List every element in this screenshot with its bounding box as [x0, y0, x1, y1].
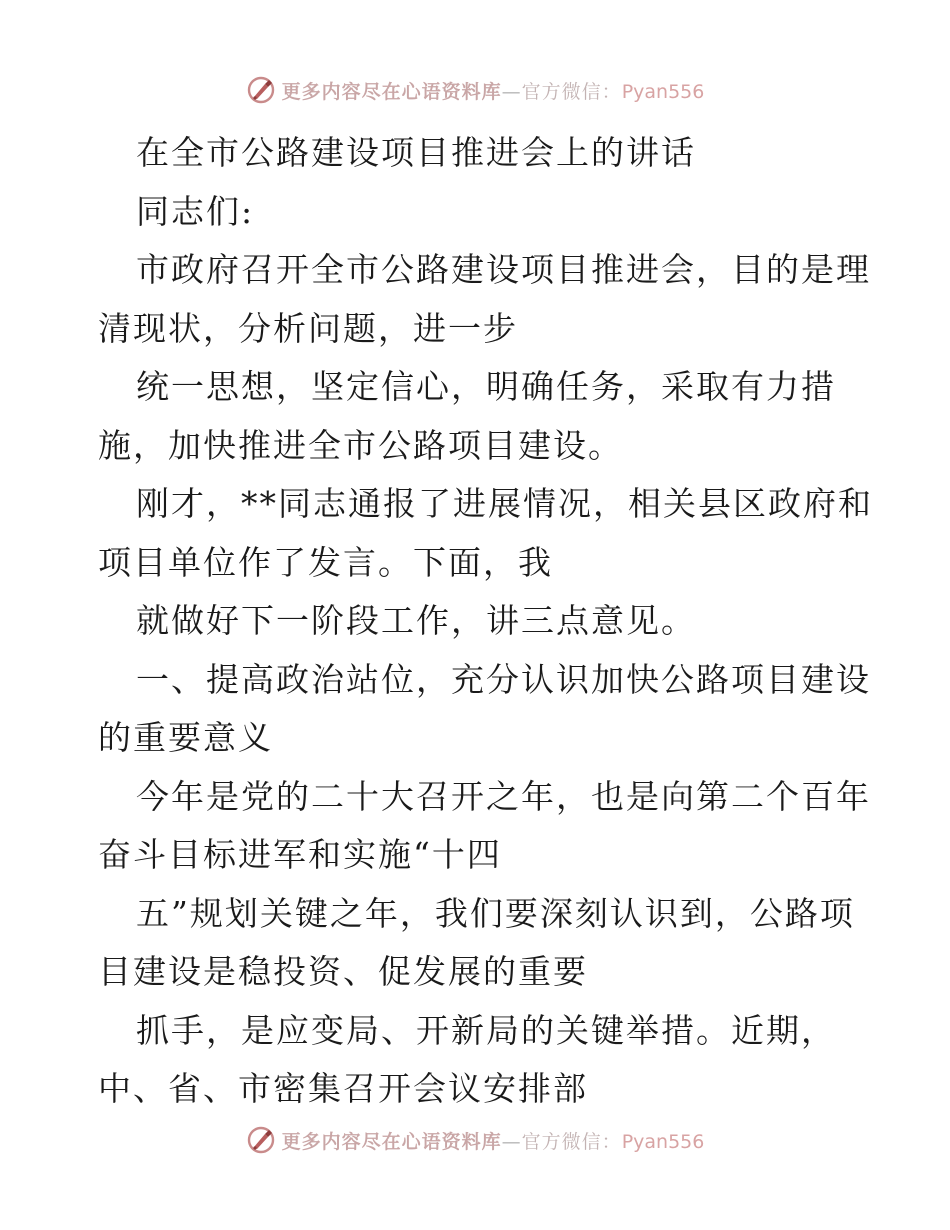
header-watermark: [0, 70, 950, 110]
watermark-text: [282, 1127, 705, 1154]
document-title: 在全市公路建设项目推进会上的讲话: [136, 133, 696, 172]
watermark-separator: —: [501, 1130, 522, 1153]
paragraph-line: 抓手，是应变局、开新局的关键举措。近期，: [136, 1010, 836, 1050]
watermark-separator: —: [501, 80, 522, 103]
watermark-wechat-label: 官方微信：: [521, 80, 622, 103]
paragraph-line: 项目单位作了发言。下面，我: [98, 542, 553, 582]
paragraph-line: 目建设是稳投资、促发展的重要: [98, 952, 588, 991]
watermark-wechat-label: 官方微信：: [521, 1130, 622, 1153]
paragraph-line: 中、省、市密集召开会议安排部: [98, 1069, 588, 1108]
paragraph-line: 今年是党的二十大召开之年，也是向第二个百年: [136, 776, 871, 816]
footer-watermark: [0, 1120, 950, 1160]
paragraph-line: 奋斗目标进军和实施“十四: [98, 835, 502, 874]
paragraph-line: 统一思想，坚定信心，明确任务，采取有力措: [136, 367, 836, 406]
greeting: 同志们:: [136, 191, 255, 231]
watermark-text: [282, 77, 705, 104]
paragraph-line: 就做好下一阶段工作，讲三点意见。: [136, 601, 696, 640]
watermark-main: 更多内容尽在心语资料库: [281, 1130, 502, 1153]
paragraph-line: 刚才，**同志通报了进展情况，相关县区政府和: [136, 484, 873, 523]
section-heading-line: 一、提高政治站位，充分认识加快公路项目建设: [136, 659, 871, 699]
pen-logo-icon: [246, 75, 276, 105]
watermark-wechat-id: Pyan556: [621, 80, 705, 103]
section-heading-line: 的重要意义: [98, 718, 273, 757]
paragraph-line: 施，加快推进全市公路项目建设。: [98, 425, 623, 465]
watermark-main: 更多内容尽在心语资料库: [281, 80, 502, 103]
watermark-wechat-id: Pyan556: [621, 1130, 705, 1153]
paragraph-line: 市政府召开全市公路建设项目推进会，目的是理: [136, 250, 871, 289]
paragraph-line: 清现状，分析问题，进一步: [98, 308, 518, 348]
document-body: [98, 124, 873, 1119]
pen-logo-icon: [246, 1125, 276, 1155]
paragraph-line: 五”规划关键之年，我们要深刻认识到，公路项: [136, 893, 855, 933]
